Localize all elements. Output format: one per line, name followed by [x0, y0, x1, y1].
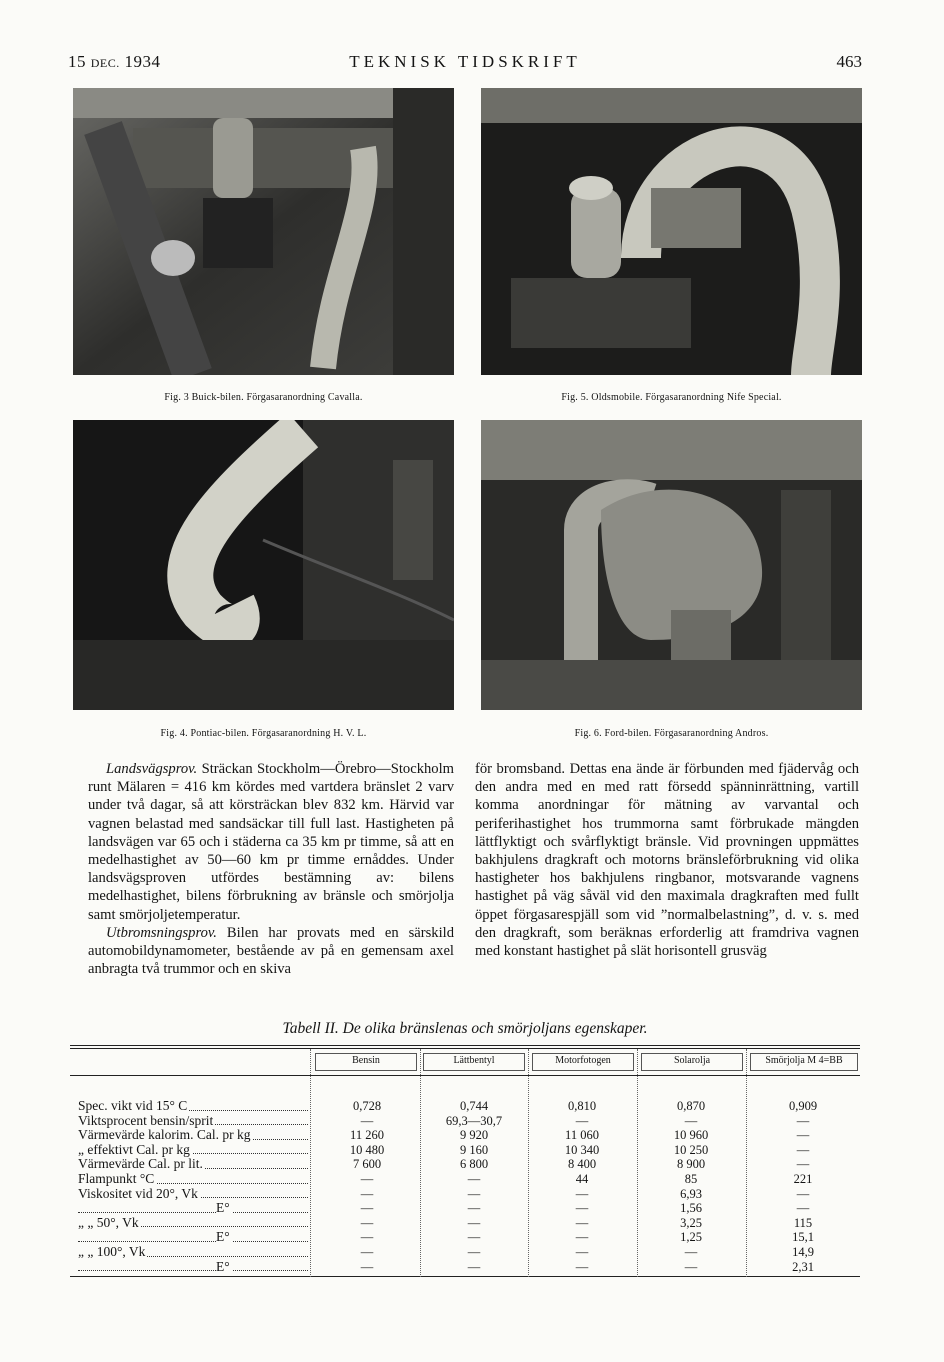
dot-leader	[78, 1241, 308, 1242]
table-cell: 10 340	[564, 1142, 600, 1157]
column-header-smorjolja: Smörjolja M 4=BB	[750, 1053, 858, 1071]
table-cell: 6,93	[680, 1186, 702, 1201]
table-column-divider	[420, 1049, 421, 1277]
table-cell: 0,810	[567, 1099, 597, 1113]
table-cell: 15,1	[792, 1230, 814, 1245]
row-label-text: E°	[216, 1230, 230, 1245]
table-cell: —	[796, 1186, 810, 1201]
table-cell: —	[684, 1113, 698, 1128]
table-cell: 10 480	[349, 1142, 385, 1157]
row-label-text: „ „ 100°, Vk	[78, 1245, 146, 1259]
table-cell: —	[796, 1201, 810, 1216]
paragraph-continued: för bromsband. Dettas ena ände är förbunden med fjädervåg och den andra med en med ratt försedd spänninrättning, vartill komma anordningar för mätning av varvantal och periferihastighet hos trummorna samt förbrukade mängden lättflyktigt och svårflyktigt bränsle. Vid provningen uppmättes bakhjulens dragkraft och motorns bränsleförbrukning vid olika hastigheter hos bakhjulens ringbanor, motsvarande vagnens hastighet på väg såväl vid den maximala dragkraften med fullt öppet förgasarespjäll som vid ”normalbelastning”, d. v. s. med den dragkraft, som beräknas erforderlig att framdriva vagnen med konstant hastighet på slät horisontell grusväg	[475, 761, 859, 960]
table-cell: 1,25	[680, 1230, 702, 1245]
table-cell: 44	[575, 1172, 589, 1186]
table-cell: —	[360, 1215, 374, 1230]
table-cell: 0,728	[352, 1099, 382, 1113]
table-cell: —	[575, 1201, 589, 1216]
table-cell: —	[575, 1245, 589, 1259]
table-cell: 1,56	[680, 1201, 702, 1216]
table-row-label	[78, 1230, 308, 1245]
column-header-lattbentyl: Lättbentyl	[423, 1053, 525, 1071]
table-cell: 221	[793, 1172, 813, 1186]
table-row-label	[78, 1245, 308, 1260]
table-cell: —	[796, 1157, 810, 1172]
table-cell: —	[575, 1259, 589, 1274]
page-number: 463	[836, 52, 862, 71]
text-column-left	[88, 760, 454, 978]
table-cell: —	[467, 1186, 481, 1201]
table-row-label	[78, 1157, 308, 1172]
table-cell: —	[796, 1128, 810, 1143]
row-label-text: Viktsprocent bensin/sprit	[78, 1113, 214, 1128]
table-cell: 0,744	[459, 1099, 489, 1113]
table-rule-top	[70, 1045, 860, 1046]
table-cell: —	[360, 1113, 374, 1128]
table-row-label	[78, 1114, 308, 1129]
table-cell: 10 250	[673, 1142, 709, 1157]
figure-caption: Fig. 3 Buick-bilen. Förgasaranordning Cavalla.	[164, 392, 363, 403]
paragraph-text: Sträckan Stockholm—Örebro—Stockholm runt Mälaren = 416 km kördes med vartdera bränslet 2 varv under två dagar, så att körsträckan blev 832 km. Härvid var vagnen belastad med sandsäckar till full last. Hastigheten på landsvägen var 65 och i städerna ca 35 km pr timme, så att en medelhastighet av 50—60 km pr timme ernåddes. Under landsvägsproven utfördes bestämning av: bilens medelhastighet, bilens förbrukning av bränsle och smörjolja samt smörjoljetemperatur.	[88, 761, 454, 923]
table-column-divider	[310, 1049, 311, 1277]
column-header-solarolja: Solarolja	[641, 1053, 743, 1071]
table-cell: —	[360, 1259, 374, 1274]
table-cell: 8 900	[676, 1157, 706, 1172]
figure-caption: Fig. 4. Pontiac-bilen. Förgasaranordning H. V. L.	[160, 728, 367, 739]
table-cell: —	[796, 1142, 810, 1157]
table-column-divider	[637, 1049, 638, 1277]
table-row-label	[78, 1260, 308, 1275]
row-label-text: E°	[216, 1201, 230, 1216]
table-rule-header	[70, 1075, 860, 1076]
engine-photo-buick	[73, 88, 454, 375]
dot-leader	[78, 1270, 308, 1271]
table-cell: 9 920	[459, 1128, 489, 1143]
table-row-label	[78, 1187, 308, 1202]
table-cell: —	[360, 1172, 374, 1186]
paragraph-utbromsningsprov	[88, 924, 454, 979]
table-cell: 11 060	[565, 1128, 599, 1143]
table-cell: —	[360, 1186, 374, 1201]
table-cell: 7 600	[352, 1157, 382, 1172]
table-cell: 115	[793, 1215, 813, 1230]
table-cell: —	[360, 1201, 374, 1216]
table-cell: 85	[684, 1172, 698, 1186]
table-cell: —	[467, 1172, 481, 1186]
journal-title: TEKNISK TIDSKRIFT	[349, 52, 581, 71]
engine-photo-oldsmobile	[481, 88, 862, 375]
figure-caption: Fig. 6. Ford-bilen. Förgasaranordning Andros.	[574, 728, 769, 739]
table-cell: —	[575, 1230, 589, 1245]
table-cell: —	[796, 1113, 810, 1128]
table-cell: 3,25	[680, 1215, 702, 1230]
column-header-bensin: Bensin	[315, 1053, 417, 1071]
table-cell: —	[360, 1230, 374, 1245]
table-cell: 2,31	[792, 1259, 814, 1274]
table-cell: 14,9	[792, 1245, 814, 1259]
table-cell: 6 800	[459, 1157, 489, 1172]
table-cell: —	[467, 1201, 481, 1216]
text-column-right	[475, 760, 859, 960]
table-cell: 69,3—30,7	[445, 1113, 503, 1128]
table-cell: 8 400	[567, 1157, 597, 1172]
table-row-label	[78, 1216, 308, 1231]
table-cell: —	[360, 1245, 374, 1259]
row-label-text: Värmevärde kalorim. Cal. pr kg	[78, 1128, 251, 1143]
row-label-text: „ effektivt Cal. pr kg	[78, 1142, 190, 1157]
table-row-label	[78, 1099, 308, 1114]
table-cell: —	[575, 1186, 589, 1201]
table-cell: —	[467, 1215, 481, 1230]
table-row-label	[78, 1201, 308, 1216]
figure-caption: Fig. 5. Oldsmobile. Förgasaranordning Nife Special.	[561, 392, 782, 403]
paragraph-landsvagsprov	[88, 760, 454, 924]
row-label-text: Viskositet vid 20°, Vk	[78, 1186, 198, 1201]
row-label-text: Värmevärde Cal. pr lit.	[78, 1157, 203, 1172]
table-column-divider	[746, 1049, 747, 1277]
table-cell: 0,870	[676, 1099, 706, 1113]
row-label-text: Spec. vikt vid 15° C	[78, 1099, 188, 1113]
table-cell: —	[684, 1259, 698, 1274]
table-title: Tabell II. De olika bränslenas och smörjoljans egenskaper.	[282, 1020, 648, 1037]
table-rule-bottom	[70, 1276, 860, 1277]
table-cell: 11 260	[350, 1128, 384, 1143]
table-cell: 0,909	[788, 1099, 818, 1113]
table-cell: 9 160	[459, 1142, 489, 1157]
table-cell: —	[575, 1113, 589, 1128]
table-row-label	[78, 1143, 308, 1158]
paragraph-heading: Landsvägsprov.	[106, 761, 198, 777]
paragraph-heading: Utbromsningsprov.	[106, 924, 217, 941]
table-cell: —	[467, 1230, 481, 1245]
table-row-label	[78, 1172, 308, 1187]
table-cell: —	[467, 1259, 481, 1274]
engine-photo-pontiac	[73, 420, 454, 710]
column-header-motorfotogen: Motorfotogen	[532, 1053, 634, 1071]
row-label-text: E°	[216, 1259, 230, 1274]
table-column-divider	[528, 1049, 529, 1277]
table-cell: —	[575, 1215, 589, 1230]
table-row-label	[78, 1128, 308, 1143]
paragraph-text: Bilen har provats med en särskild automobildynamometer, bestående av på en gemensam axel anbragta två trummor och en skiva	[88, 924, 454, 978]
table-rule-top-double	[70, 1048, 860, 1049]
table-cell: —	[467, 1245, 481, 1259]
row-label-text: Flampunkt °C	[78, 1172, 155, 1186]
properties-table	[70, 1045, 860, 1277]
row-label-text: „ „ 50°, Vk	[78, 1215, 139, 1230]
dot-leader	[78, 1212, 308, 1213]
issue-date: 15 DEC. 1934	[68, 52, 161, 71]
table-cell: 10 960	[673, 1128, 709, 1143]
page-header	[68, 52, 862, 74]
engine-photo-ford	[481, 420, 862, 710]
table-cell: —	[684, 1245, 698, 1259]
